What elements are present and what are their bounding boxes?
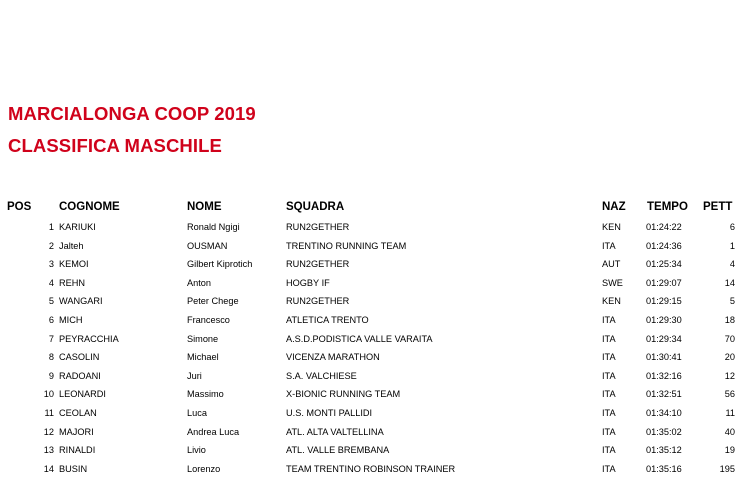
table-row	[0, 313, 741, 331]
cell-cognome: CEOLAN	[59, 408, 97, 418]
table-row	[0, 257, 741, 275]
table-row	[0, 443, 741, 461]
cell-cognome: RINALDI	[59, 445, 96, 456]
cell-tempo: 01:35:16	[646, 463, 682, 474]
header-pos: POS	[7, 201, 32, 213]
cell-naz: KEN	[602, 222, 621, 232]
cell-pos: 13	[43, 445, 54, 456]
cell-tempo: 01:32:16	[646, 370, 682, 381]
cell-pos: 4	[48, 277, 54, 288]
page-subtitle: CLASSIFICA MASCHILE	[8, 135, 222, 156]
cell-pos: 10	[43, 389, 54, 400]
cell-nome: Michael	[187, 352, 219, 363]
cell-cognome: WANGARI	[59, 296, 103, 307]
cell-pos: 1	[48, 222, 54, 232]
cell-tempo: 01:24:22	[646, 222, 682, 232]
header-squadra: SQUADRA	[286, 201, 345, 213]
cell-tempo: 01:34:10	[646, 408, 682, 418]
cell-cognome: Jalteh	[59, 240, 84, 251]
cell-pett: 6	[729, 222, 735, 232]
cell-pos: 3	[48, 259, 54, 270]
cell-nome: Luca	[187, 408, 207, 418]
cell-squadra: ATL. ALTA VALTELLINA	[286, 426, 384, 437]
cell-squadra: HOGBY IF	[286, 277, 330, 288]
cell-naz: ITA	[602, 240, 616, 251]
cell-pett: 4	[729, 259, 735, 270]
cell-pett: 56	[724, 389, 735, 400]
cell-nome: Ronald Ngigi	[187, 222, 240, 232]
header-naz: NAZ	[602, 201, 626, 213]
header-pett: PETT	[703, 201, 733, 213]
cell-naz: ITA	[602, 463, 616, 474]
cell-nome: Simone	[187, 333, 219, 344]
cell-nome: Francesco	[187, 315, 230, 325]
cell-cognome: MAJORI	[59, 426, 94, 437]
cell-nome: Lorenzo	[187, 463, 221, 474]
cell-cognome: CASOLIN	[59, 352, 100, 363]
cell-pos: 11	[44, 408, 54, 418]
cell-cognome: BUSIN	[59, 463, 88, 474]
cell-tempo: 01:29:30	[646, 315, 682, 325]
cell-pos: 7	[48, 333, 54, 344]
header-nome: NOME	[187, 201, 222, 213]
cell-naz: ITA	[602, 445, 616, 456]
cell-pos: 12	[43, 426, 54, 437]
cell-squadra: S.A. VALCHIESE	[286, 370, 357, 381]
cell-pett: 1	[729, 240, 735, 251]
cell-naz: SWE	[602, 277, 623, 288]
cell-pos: 9	[48, 370, 54, 381]
cell-pos: 5	[48, 296, 54, 307]
table-row	[0, 462, 741, 480]
cell-pett: 20	[724, 352, 735, 363]
cell-tempo: 01:29:15	[646, 296, 682, 307]
cell-cognome: MICH	[59, 315, 83, 325]
table-row	[0, 276, 741, 294]
cell-pett: 70	[724, 333, 735, 344]
cell-nome: Andrea Luca	[187, 426, 240, 437]
cell-pett: 40	[724, 426, 735, 437]
header-cognome: COGNOME	[59, 201, 120, 213]
cell-nome: Anton	[187, 277, 212, 288]
cell-squadra: X-BIONIC RUNNING TEAM	[286, 389, 401, 400]
cell-squadra: A.S.D.PODISTICA VALLE VARAITA	[286, 333, 433, 344]
cell-naz: ITA	[602, 333, 616, 344]
cell-squadra: ATLETICA TRENTO	[286, 315, 369, 325]
cell-nome: Livio	[187, 445, 206, 456]
cell-cognome: LEONARDI	[59, 389, 106, 400]
cell-squadra: TEAM TRENTINO ROBINSON TRAINER	[286, 463, 456, 474]
cell-tempo: 01:32:51	[646, 389, 682, 400]
cell-nome: OUSMAN	[187, 240, 228, 251]
cell-squadra: RUN2GETHER	[286, 222, 350, 232]
cell-nome: Juri	[187, 370, 202, 381]
cell-cognome: KEMOI	[59, 259, 89, 270]
cell-squadra: RUN2GETHER	[286, 259, 350, 270]
table-row	[0, 220, 741, 238]
cell-pos: 8	[48, 352, 54, 363]
cell-squadra: U.S. MONTI PALLIDI	[286, 408, 373, 418]
cell-naz: ITA	[602, 315, 616, 325]
table-row	[0, 369, 741, 387]
cell-squadra: VICENZA MARATHON	[286, 352, 380, 363]
cell-pos: 6	[48, 315, 54, 325]
cell-tempo: 01:35:02	[646, 426, 682, 437]
cell-naz: ITA	[602, 389, 616, 400]
cell-naz: AUT	[602, 259, 621, 270]
cell-naz: ITA	[602, 370, 616, 381]
cell-naz: ITA	[602, 426, 616, 437]
cell-squadra: ATL. VALLE BREMBANA	[286, 445, 390, 456]
cell-tempo: 01:29:34	[646, 333, 682, 344]
cell-tempo: 01:24:36	[646, 240, 682, 251]
table-row	[0, 387, 741, 405]
table-row	[0, 350, 741, 368]
cell-pett: 11	[725, 408, 735, 418]
cell-cognome: PEYRACCHIA	[59, 333, 119, 344]
cell-squadra: RUN2GETHER	[286, 296, 350, 307]
cell-cognome: RADOANI	[59, 370, 101, 381]
cell-cognome: REHN	[59, 277, 86, 288]
cell-nome: Massimo	[187, 389, 224, 400]
cell-naz: KEN	[602, 296, 621, 307]
cell-naz: ITA	[602, 352, 616, 363]
cell-pett: 14	[724, 277, 735, 288]
cell-nome: Peter Chege	[187, 296, 239, 307]
cell-pett: 5	[729, 296, 735, 307]
cell-squadra: TRENTINO RUNNING TEAM	[286, 240, 407, 251]
header-tempo: TEMPO	[647, 201, 688, 213]
cell-tempo: 01:35:12	[646, 445, 682, 456]
cell-pos: 2	[48, 240, 54, 251]
table-row	[0, 294, 741, 312]
page-title: MARCIALONGA COOP 2019	[8, 103, 256, 124]
table-row	[0, 425, 741, 443]
table-row	[0, 239, 741, 257]
cell-tempo: 01:25:34	[646, 259, 682, 270]
table-row	[0, 332, 741, 350]
cell-cognome: KARIUKI	[59, 222, 96, 232]
table-row	[0, 406, 741, 424]
cell-pett: 19	[724, 445, 735, 456]
cell-pett: 18	[724, 315, 735, 325]
cell-pett: 12	[724, 370, 735, 381]
cell-pos: 14	[43, 463, 54, 474]
cell-tempo: 01:29:07	[646, 277, 682, 288]
cell-tempo: 01:30:41	[646, 352, 682, 363]
cell-naz: ITA	[602, 408, 616, 418]
cell-nome: Gilbert Kiprotich	[187, 259, 253, 270]
cell-pett: 195	[719, 463, 735, 474]
